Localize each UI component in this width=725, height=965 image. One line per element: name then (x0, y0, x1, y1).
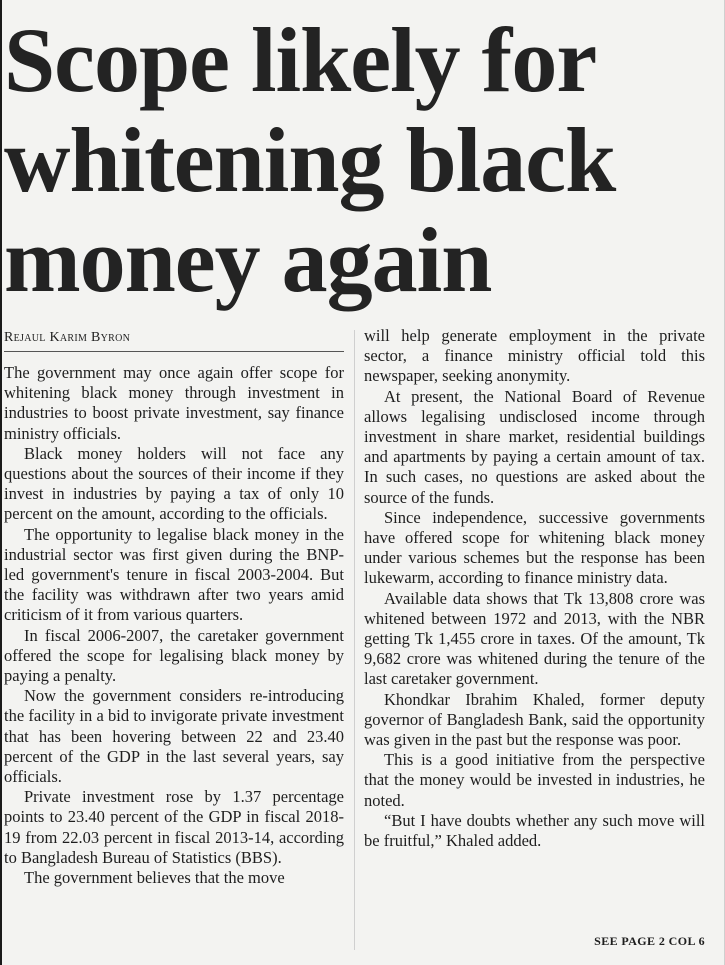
paragraph: Now the government considers re-introducing the facility in a bid to invigorate private investment that has been hovering between 22 and 23.40 percent of the GDP in the last several years, say officials. (4, 686, 344, 787)
paragraph: In fiscal 2006-2007, the caretaker government offered the scope for legalising black money by paying a penalty. (4, 625, 344, 686)
paragraph: The government may once again offer scope for whitening black money through investment in industries to boost private investment, say finance ministry officials. (4, 363, 344, 443)
article-column-right (364, 326, 705, 851)
paragraph: Since independence, successive governments have offered scope for whitening black money under various schemes but the response has been lukewarm, according to finance ministry data. (364, 507, 705, 588)
paragraph: will help generate employment in the private sector, a finance ministry official told this newspaper, seeking anonymity. (364, 326, 705, 386)
headline: Scope likely for whitening black money again (4, 9, 616, 311)
continuation-jump-line[interactable]: SEE PAGE 2 COL 6 (594, 934, 705, 948)
byline: Rejaul Karim Byron (4, 330, 131, 345)
paragraph: At present, the National Board of Revenue allows legalising undisclosed income through investment in share market, residential buildings and apartments by paying a certain amount of tax. In such cases, no questions are asked about the source of the funds. (364, 386, 705, 507)
left-border-rule (0, 0, 2, 965)
paragraph: The government believes that the move (24, 868, 285, 888)
paragraph: Black money holders will not face any questions about the sources of their income if they invest in industries by paying a tax of only 10 percent on the amount, according to the officials. (4, 443, 344, 524)
column-divider (354, 330, 355, 950)
paragraph: “But I have doubts whether any such move will be fruitful,” Khaled added. (364, 810, 705, 851)
paragraph: Private investment rose by 1.37 percentage points to 23.40 percent of the GDP in fiscal 2018-19 from 22.03 percent in fiscal 2013-14, according to Bangladesh Bureau of Statistics (BBS). (4, 787, 344, 867)
paragraph: Khondkar Ibrahim Khaled, former deputy governor of Bangladesh Bank, said the opportunity was given in the past but the response was poor. (364, 689, 705, 750)
paragraph: The opportunity to legalise black money in the industrial sector was first given during the BNP-led government's tenure in fiscal 2003-2004. But the facility was withdrawn after two years amid criticism of it from various quarters. (4, 524, 344, 625)
paragraph: Available data shows that Tk 13,808 crore was whitened between 1972 and 2013, with the NBR getting Tk 1,455 crore in taxes. Of the amount, Tk 9,682 crore was whitened during the tenure of the last caretaker government. (364, 588, 705, 689)
article-column-left (4, 363, 344, 888)
paragraph: This is a good initiative from the perspective that the money would be invested in industries, he noted. (364, 750, 705, 810)
byline-rule (4, 351, 344, 352)
